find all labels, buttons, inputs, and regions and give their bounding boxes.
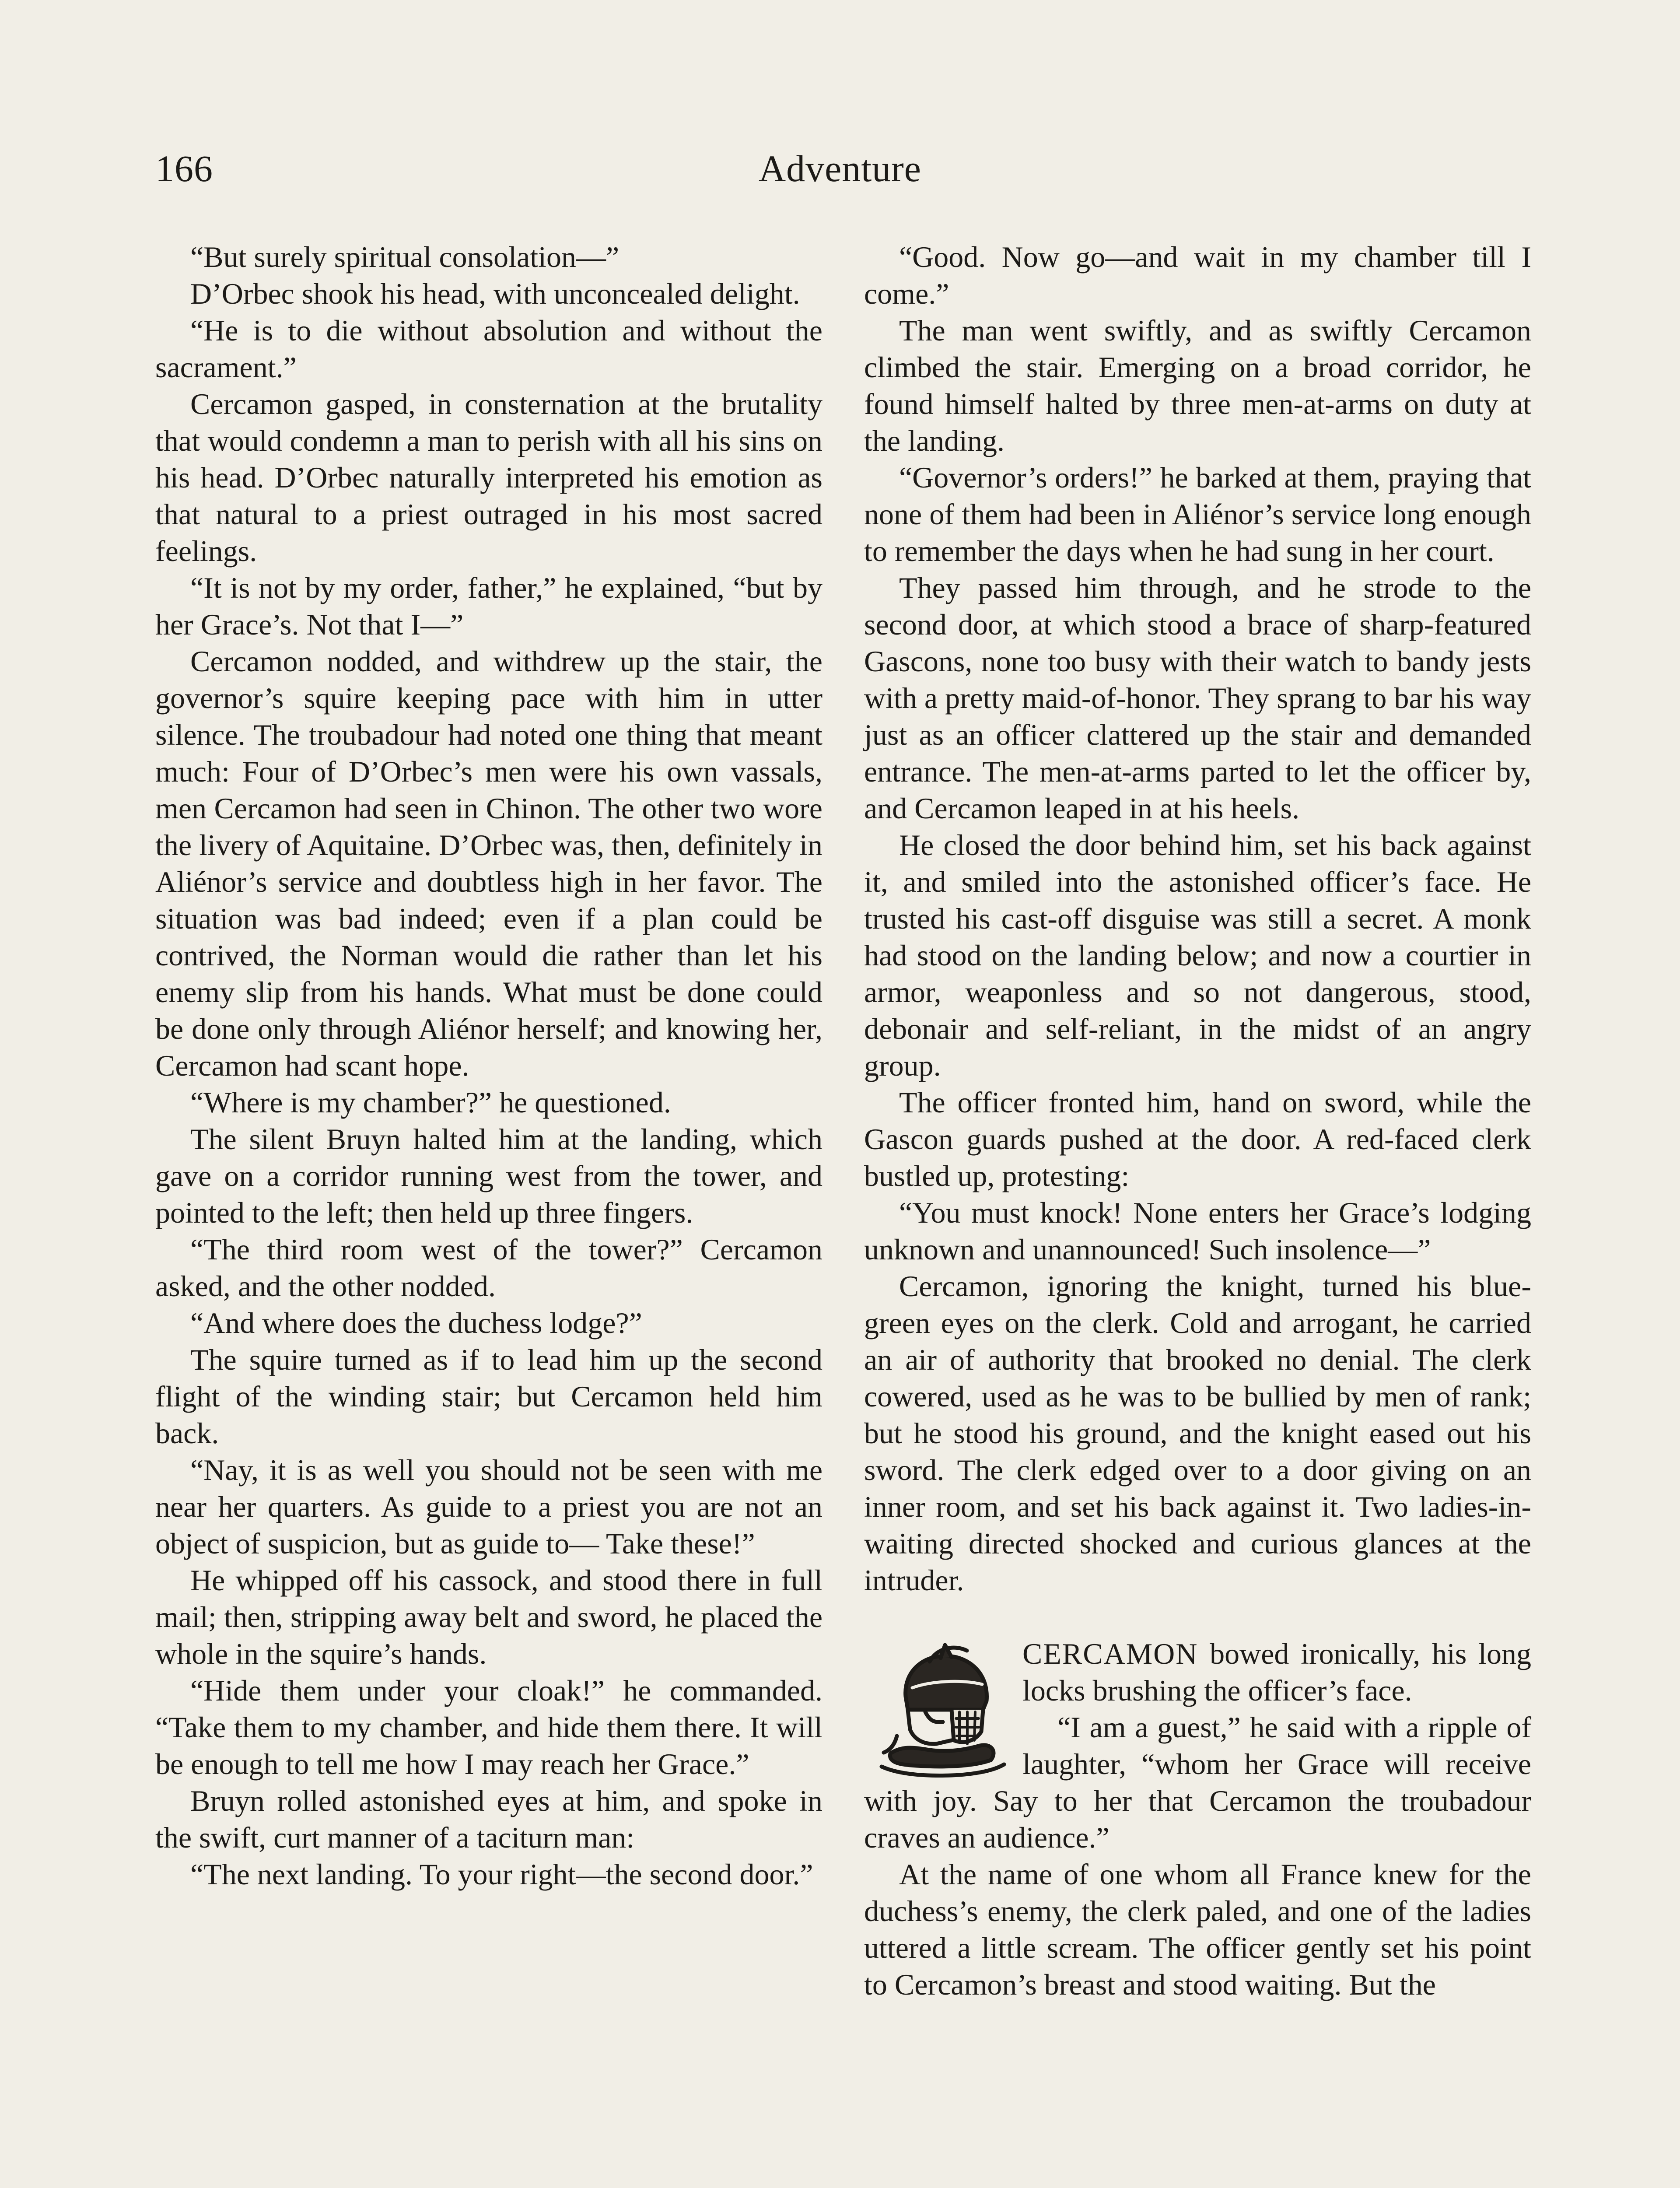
paragraph: He closed the door behind him, set his back against it, and smiled into the astonished officer’s face. He trusted his cast-off disguise was still a secret. A monk had stood on the landing below; and now a courtier in armor, weaponless and so not dangerous, stood, debonair and self-reliant, in the midst of an angry group. — [864, 828, 1531, 1082]
paragraph: “The next landing. To your right—the second door.” — [190, 1858, 813, 1891]
paragraph: “He is to die without absolution and without the sacrament.” — [155, 314, 822, 384]
paragraph: “Nay, it is as well you should not be seen with me near her quarters. As guide to a priest you are not an object of suspicion, but as guide to— Take these!” — [155, 1453, 822, 1560]
paragraph: The silent Bruyn halted him at the landing, which gave on a corridor running west from the tower, and pointed to the left; then held up three fingers. — [155, 1122, 822, 1229]
paragraph: “Hide them under your cloak!” he commanded. “Take them to my chamber, and hide them there. It will be enough to tell me how I may reach her Grace.” — [155, 1674, 822, 1781]
paragraph: “I am a guest,” he said with a ripple of laughter, “whom her Grace will receive with joy. Say to her that Cercamon the troubadour craves an audience.” — [864, 1711, 1531, 1854]
paragraph: Bruyn rolled astonished eyes at him, and spoke in the swift, curt manner of a taciturn man: — [155, 1784, 822, 1854]
paragraph: “It is not by my order, father,” he explained, “but by her Grace’s. Not that I—” — [155, 571, 822, 641]
page-number: 166 — [155, 147, 213, 189]
paragraph: The squire turned as if to lead him up the second flight of the winding stair; but Cercamon held him back. — [155, 1343, 822, 1450]
paragraph: He whipped off his cassock, and stood there in full mail; then, stripping away belt and sword, he placed the whole in the squire’s hands. — [155, 1564, 822, 1670]
running-title: Adventure — [759, 147, 921, 189]
paragraph: D’Orbec shook his head, with unconcealed delight. — [190, 277, 800, 310]
paragraph: “But surely spiritual consolation—” — [190, 240, 620, 274]
paragraph: The officer fronted him, hand on sword, while the Gascon guards pushed at the door. A red-faced clerk bustled up, protesting: — [864, 1086, 1531, 1192]
paragraph: They passed him through, and he strode to the second door, at which stood a brace of sharp-featured Gascons, none too busy with their watch to bandy jests with a pretty maid-of-honor. They sprang to bar his way just as an officer clattered up the stair and demanded entrance. The men-at-arms parted to let the officer by, and Cercamon leaped in at his heels. — [864, 571, 1531, 825]
paragraph: “You must knock! None enters her Grace’s lodging unknown and unannounced! Such insolence—” — [864, 1196, 1531, 1266]
section-opening — [864, 1635, 1531, 1856]
opening-text: bowed ironically, his long locks brushing the officer’s face. — [1022, 1637, 1531, 1707]
paragraph: “And where does the duchess lodge?” — [190, 1306, 642, 1339]
paragraph: “The third room west of the tower?” Cercamon asked, and the other nodded. — [155, 1233, 822, 1303]
paragraph: Cercamon gasped, in consternation at the brutality that would condemn a man to perish with all his sins on his head. D’Orbec naturally interpreted his emotion as that natural to a priest outraged in his most sacred feelings. — [155, 387, 822, 568]
paragraph: At the name of one whom all France knew for the duchess’s enemy, the clerk paled, and one of the ladies uttered a little scream. The officer gently set his point to Cercamon’s breast and stood waiting. But the — [864, 1858, 1531, 2001]
right-text-column — [864, 238, 1531, 2003]
opening-word: CERCAMON — [1022, 1637, 1198, 1670]
section-break — [864, 1599, 1531, 1635]
page-header — [155, 144, 1525, 193]
left-text-column — [155, 238, 822, 1893]
paragraph: Cercamon, ignoring the knight, turned his blue-green eyes on the clerk. Cold and arrogant, he carried an air of authority that brooked no denial. The clerk cowered, used as he was to be bullied by men of rank; but he stood his ground, and the knight eased out his sword. The clerk edged over to a door giving on an inner room, and set his back against it. Two ladies-in-waiting directed shocked and curious glances at the intruder. — [864, 1269, 1531, 1597]
paragraph: Cercamon nodded, and withdrew up the stair, the governor’s squire keeping pace with him in utter silence. The troubadour had noted one thing that meant much: Four of D’Orbec’s men were his own vassals, men Cercamon had seen in Chinon. The other two wore the livery of Aquitaine. D’Orbec was, then, definitely in Aliénor’s service and doubtless high in her favor. The situation was bad indeed; even if a plan could be contrived, the Norman would die rather than let his enemy slip from his hands. What must be done could be done only through Aliénor herself; and knowing her, Cercamon had scant hope. — [155, 645, 822, 1082]
knight-helmet-head-icon — [864, 1635, 1017, 1780]
paragraph: “Governor’s orders!” he barked at them, praying that none of them had been in Aliénor’s service long enough to remember the days when he had sung in her court. — [864, 461, 1531, 568]
paragraph: “Good. Now go—and wait in my chamber till I come.” — [864, 240, 1531, 310]
paragraph: The man went swiftly, and as swiftly Cercamon climbed the stair. Emerging on a broad corridor, he found himself halted by three men-at-arms on duty at the landing. — [864, 314, 1531, 457]
paragraph: “Where is my chamber?” he questioned. — [190, 1086, 671, 1119]
